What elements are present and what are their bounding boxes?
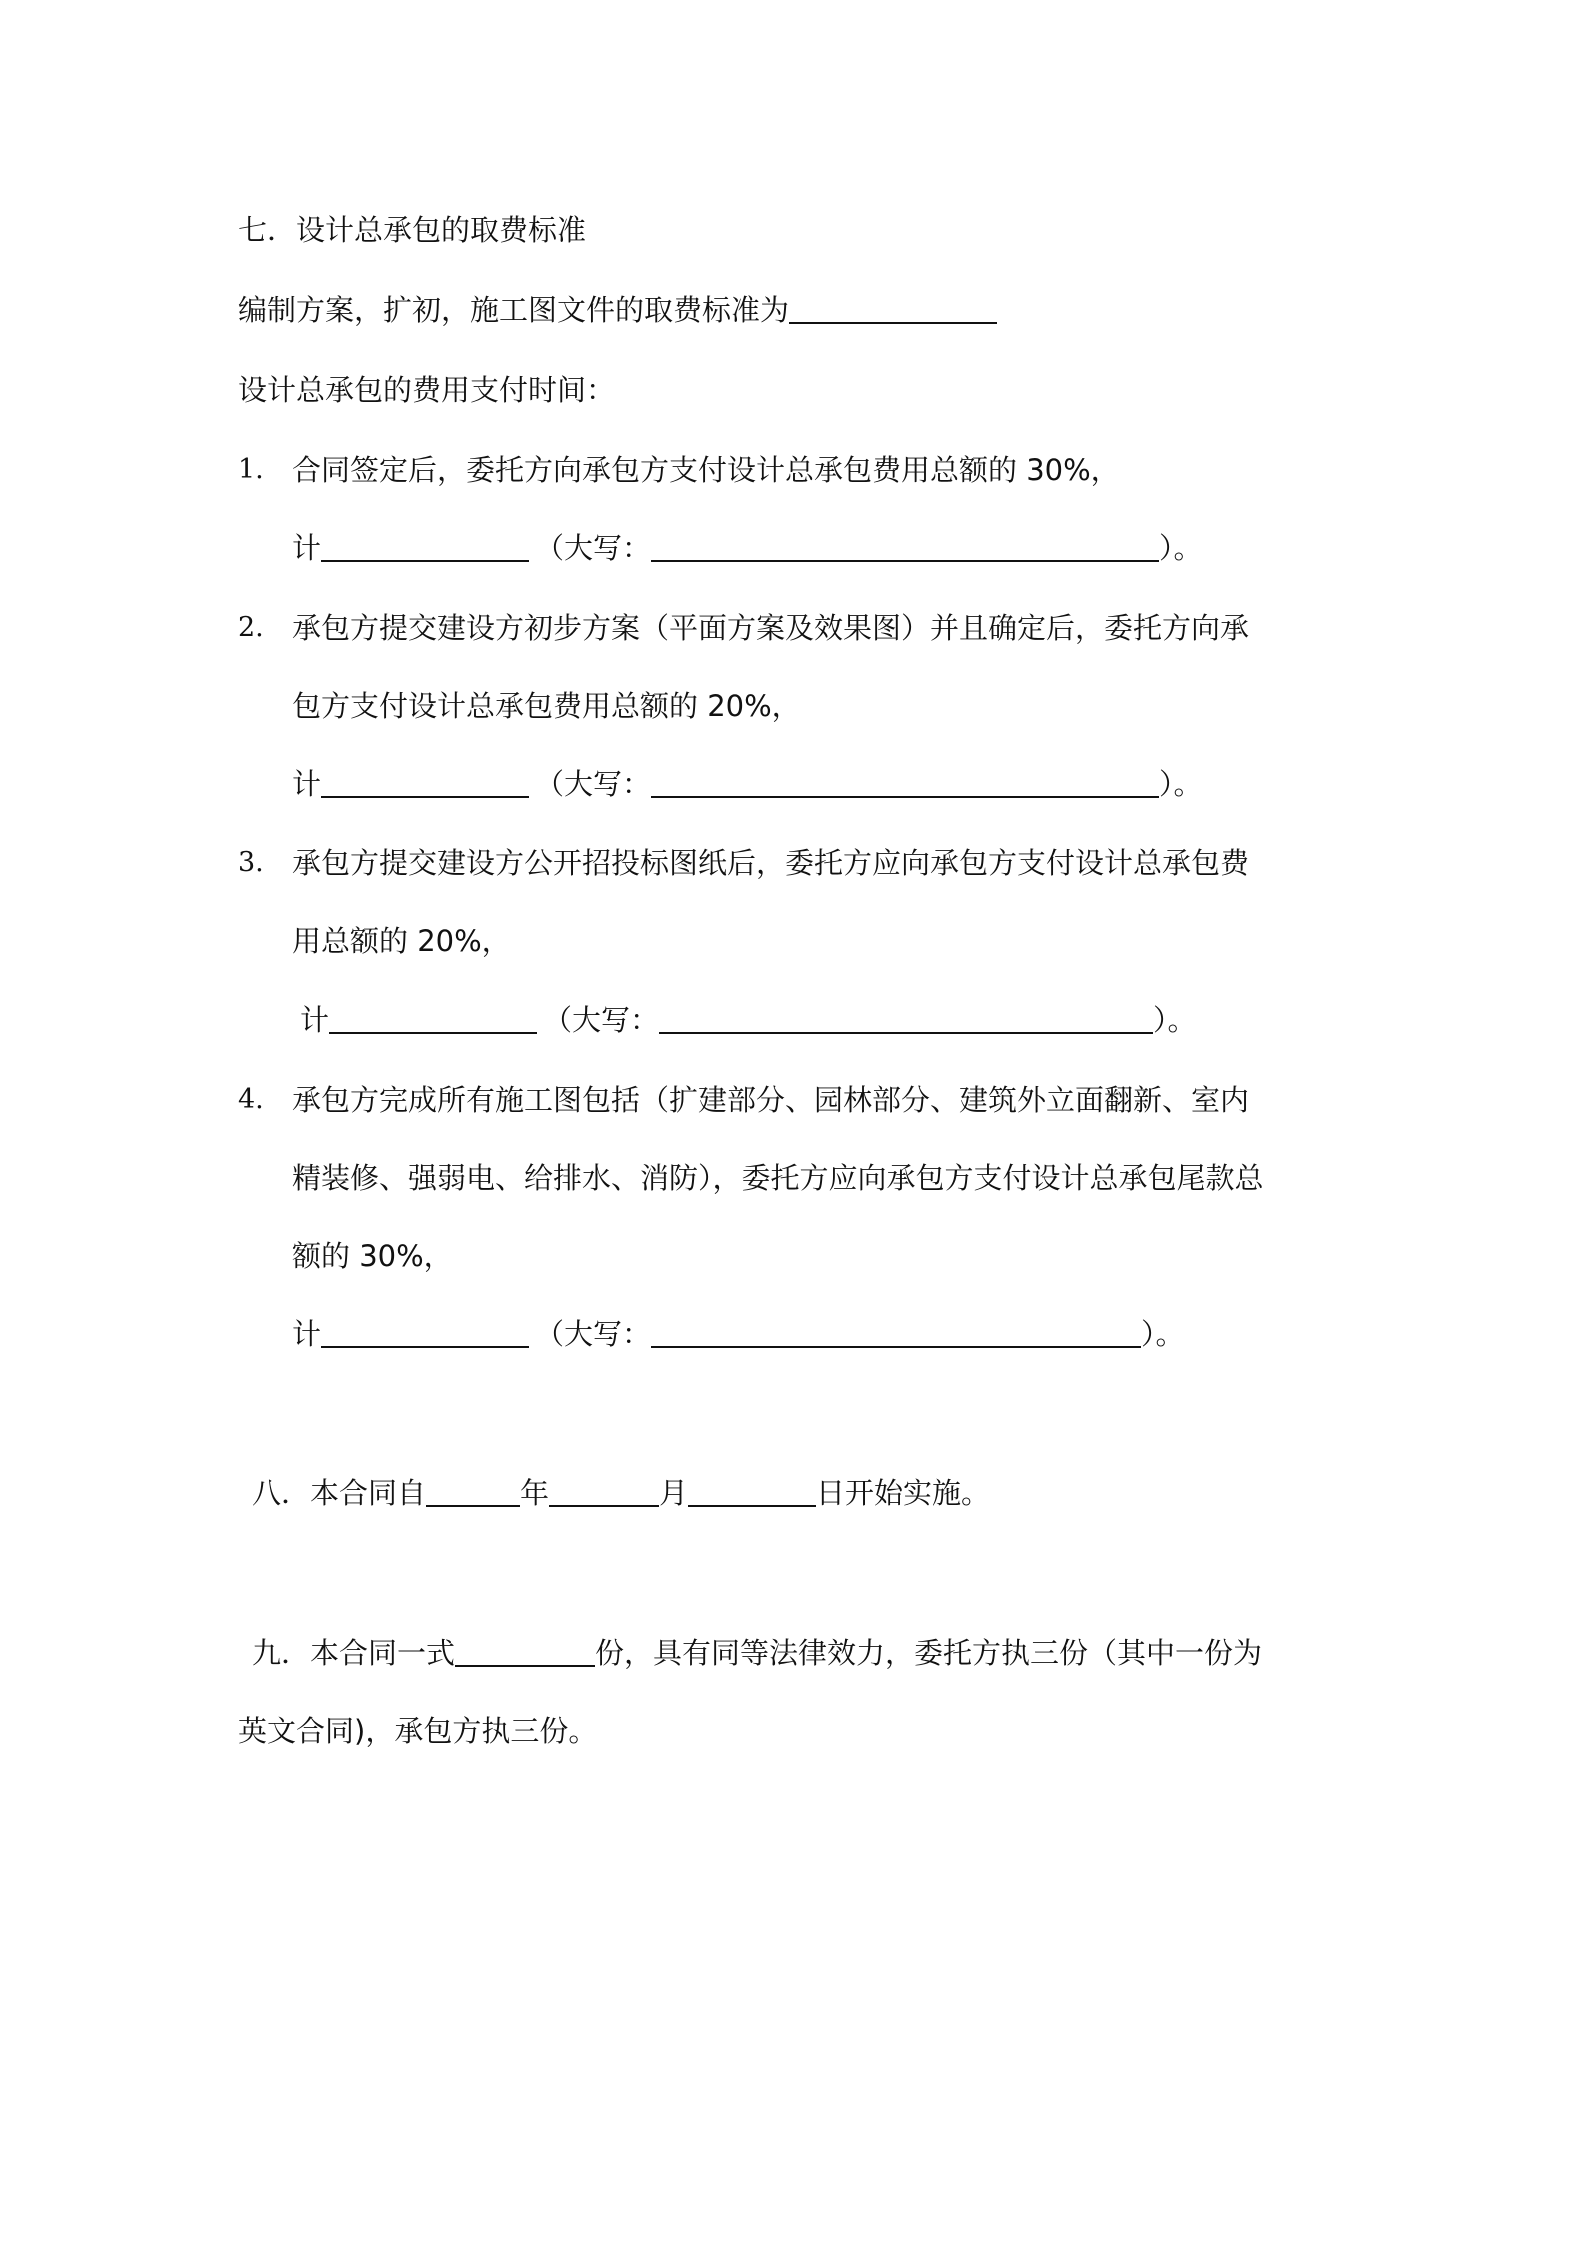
day-blank[interactable]	[688, 1475, 816, 1507]
capital-label: （大写：	[543, 1003, 660, 1037]
capital-label: （大写：	[535, 531, 652, 565]
amount-label: 计	[300, 1003, 330, 1037]
section-9-prefix: 九．本合同一式	[252, 1636, 456, 1670]
item-4-line-1: 承包方完成所有施工图包括（扩建部分、园林部分、建筑外立面翻新、室内	[292, 1083, 1250, 1117]
copies-blank[interactable]	[455, 1635, 595, 1667]
capital-label: （大写：	[535, 767, 652, 801]
amount-label: 计	[292, 531, 322, 565]
capital-blank[interactable]	[651, 530, 1159, 562]
item-4-amount-line	[292, 1314, 1185, 1354]
capital-blank[interactable]	[651, 766, 1159, 798]
amount-blank[interactable]	[329, 1002, 537, 1034]
item-2-line-1: 承包方提交建设方初步方案（平面方案及效果图）并且确定后，委托方向承	[292, 611, 1250, 645]
amount-blank[interactable]	[321, 530, 529, 562]
month-blank[interactable]	[549, 1475, 659, 1507]
month-label: 月	[659, 1476, 689, 1510]
fee-standard-text: 编制方案，扩初，施工图文件的取费标准为	[238, 293, 790, 327]
item-1-line-1: 合同签定后，委托方向承包方支付设计总承包费用总额的 30%，	[292, 453, 1120, 487]
item-4-number: 4.	[238, 1084, 264, 1115]
item-1-amount-line	[292, 528, 1203, 568]
capital-blank[interactable]	[659, 1002, 1153, 1034]
capital-blank[interactable]	[651, 1316, 1141, 1348]
section-8-prefix: 八．本合同自	[252, 1476, 427, 1510]
capital-close: ）。	[1153, 1003, 1197, 1037]
amount-blank[interactable]	[321, 766, 529, 798]
item-3-line-2: 用总额的 20%，	[292, 924, 511, 958]
section-9-line-1	[252, 1633, 1262, 1673]
section-8-suffix: 日开始实施。	[816, 1476, 991, 1510]
capital-close: ）。	[1159, 767, 1203, 801]
fee-standard-line	[238, 290, 997, 330]
item-3-number: 3.	[238, 847, 264, 878]
section-9-line-2: 英文合同)，承包方执三份。	[238, 1714, 598, 1748]
item-3-amount-line	[300, 1000, 1197, 1040]
capital-close: ）。	[1159, 531, 1203, 565]
amount-label: 计	[292, 1317, 322, 1351]
section-8-line	[252, 1473, 990, 1513]
capital-label: （大写：	[535, 1317, 652, 1351]
item-2-line-2: 包方支付设计总承包费用总额的 20%，	[292, 689, 801, 723]
item-4-line-3: 额的 30%，	[292, 1239, 453, 1273]
section-7-title: 七．设计总承包的取费标准	[238, 213, 587, 247]
amount-label: 计	[292, 767, 322, 801]
capital-close: ）。	[1141, 1317, 1185, 1351]
item-2-number: 2.	[238, 612, 264, 643]
fee-standard-blank[interactable]	[789, 292, 997, 324]
amount-blank[interactable]	[321, 1316, 529, 1348]
item-3-line-1: 承包方提交建设方公开招投标图纸后，委托方应向承包方支付设计总承包费	[292, 846, 1250, 880]
section-9-suffix: 份，具有同等法律效力，委托方执三份（其中一份为	[595, 1636, 1263, 1670]
item-1-number: 1.	[238, 454, 264, 485]
item-4-line-2: 精装修、强弱电、给排水、消防），委托方应向承包方支付设计总承包尾款总	[292, 1161, 1264, 1195]
year-blank[interactable]	[426, 1475, 520, 1507]
year-label: 年	[520, 1476, 550, 1510]
payment-time-heading: 设计总承包的费用支付时间：	[238, 373, 616, 407]
item-2-amount-line	[292, 764, 1203, 804]
